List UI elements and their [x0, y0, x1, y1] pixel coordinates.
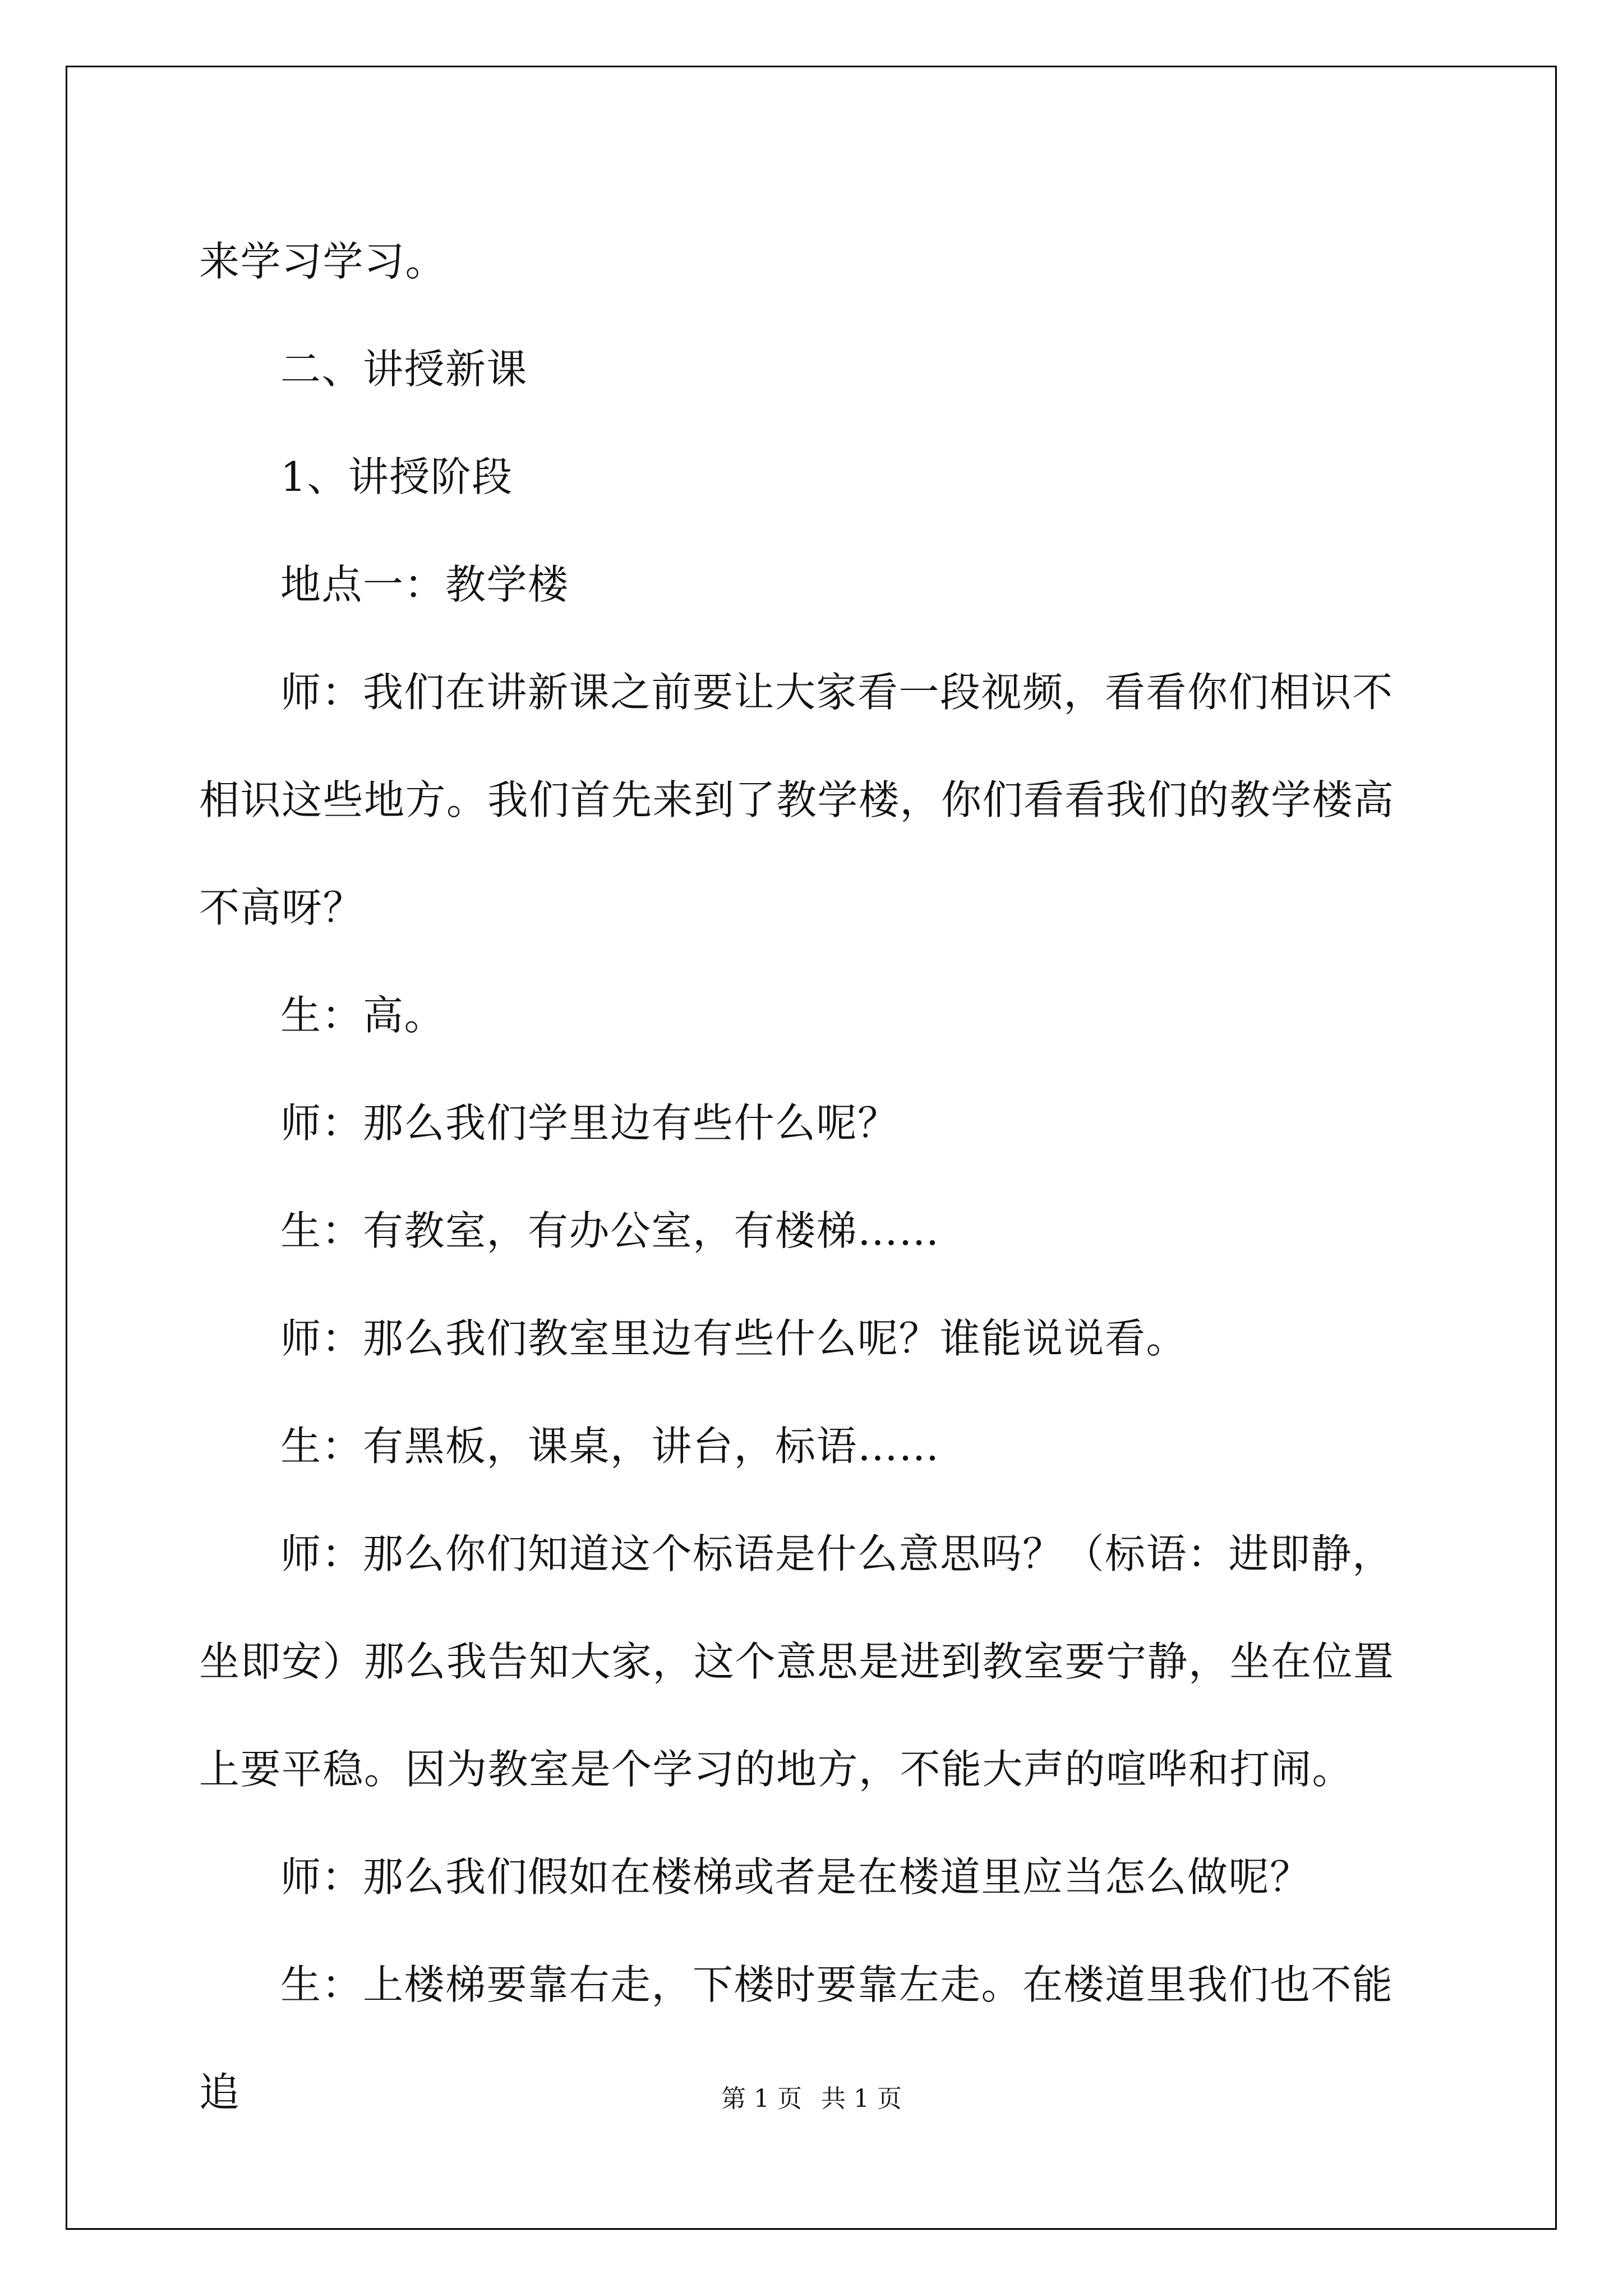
- section-heading: 二、讲授新课: [280, 346, 528, 393]
- dialogue-paragraph: 师：我们在讲新课之前要让大家看一段视频，看看你们相识不相识这些地方。我们首先来到了教学楼，你们看看我们的教学楼高不高呀？: [199, 669, 1395, 931]
- dialogue-paragraph: 师：那么我们教室里边有些什么呢？谁能说说看。: [280, 1315, 1188, 1362]
- document-body: [199, 208, 1424, 2146]
- dialogue-paragraph: 生：有教室，有办公室，有楼梯……: [280, 1207, 940, 1254]
- page-footer: [0, 2082, 1623, 2116]
- dialogue-paragraph: 生：高。: [280, 992, 446, 1039]
- dialogue-paragraph: 生：上楼梯要靠右走，下楼时要靠左走。在楼道里我们也不能追: [199, 1961, 1394, 2116]
- page-number: 第 1 页: [721, 2085, 802, 2113]
- dialogue-paragraph: 师：那么我们假如在楼梯或者是在楼道里应当怎么做呢？: [280, 1853, 1311, 1901]
- dialogue-paragraph: 师：那么你们知道这个标语是什么意思吗？（标语：进即静，坐即安）那么我告知大家，这个意思是进到教室要宁静，坐在位置上要平稳。因为教室是个学习的地方，不能大声的喧哗和打闹。: [199, 1530, 1395, 1793]
- dialogue-paragraph: 师：那么我们学里边有些什么呢？: [280, 1099, 899, 1147]
- subsection-heading: 1、讲授阶段: [280, 453, 513, 500]
- dialogue-paragraph: 生：有黑板，课桌，讲台，标语……: [280, 1423, 940, 1470]
- location-heading: 地点一：教学楼: [280, 561, 569, 608]
- page-total: 共 1 页: [821, 2085, 902, 2113]
- paragraph: 来学习学习。: [199, 238, 447, 285]
